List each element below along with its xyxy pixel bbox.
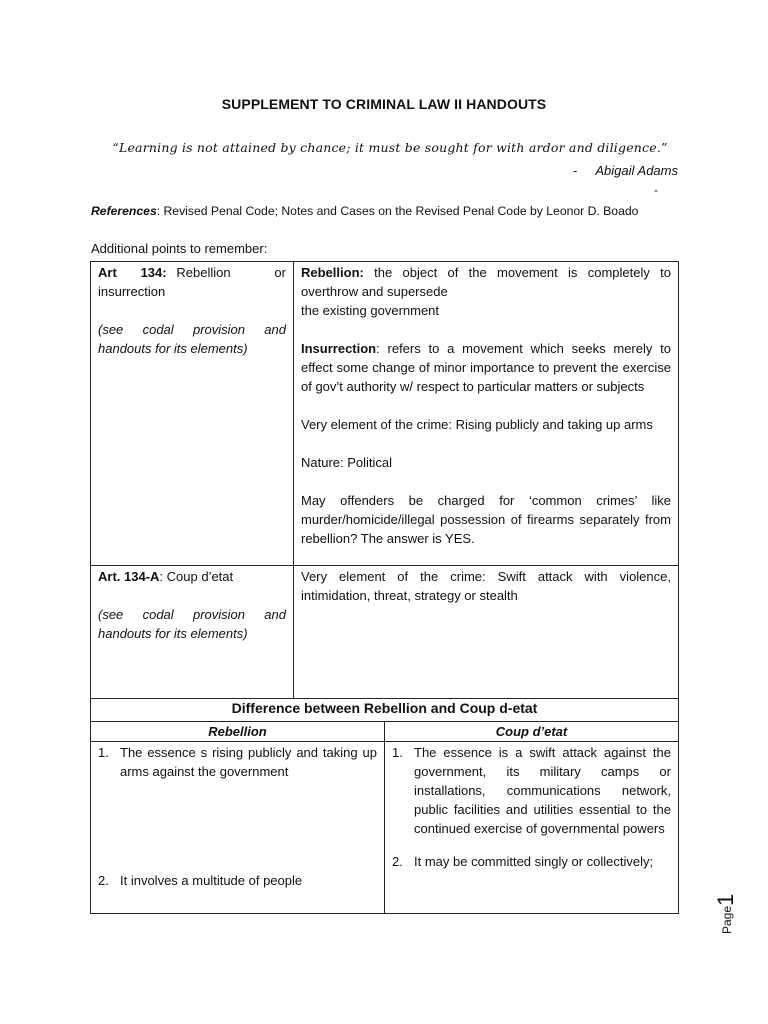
- item-number: 1.: [392, 745, 403, 760]
- quote-text: “Learning is not attained by chance; it must be sought for with ardor and diligence.”: [112, 140, 668, 155]
- additional-points-heading: Additional points to remember:: [91, 241, 268, 256]
- item-text: It involves a multitude of people: [120, 873, 303, 888]
- quote-author: Abigail Adams: [595, 163, 678, 178]
- article-134-label: Art 134:: [98, 265, 167, 280]
- document-title: SUPPLEMENT TO CRIMINAL LAW II HANDOUTS: [221, 96, 547, 112]
- rebellion-def-1: the object of the movement is completely to overthrow and supersede: [301, 265, 671, 299]
- article-134-name: Rebellion or insurrection: [98, 265, 286, 299]
- difference-item-coup-2: [392, 852, 671, 871]
- references-text: : Revised Penal Code; Notes and Cases on the Revised Penal Code by Leonor D. Boado: [156, 204, 639, 218]
- references-label: References: [91, 204, 157, 218]
- rebellion-label: Rebellion:: [301, 265, 364, 280]
- item-text: The essence is a swift attack against the government, its military camps or installations, communications network, public facilities and utilities essential to the continued exercise of governmental powers: [414, 745, 671, 836]
- common-crimes-question: May offenders be charged for ‘common crimes’ like murder/homicide/illegal possession of firearms separately from rebellion? The answer is YES.: [301, 493, 671, 546]
- articles-table: [90, 261, 679, 699]
- difference-title: Difference between Rebellion and Coup d-etat: [91, 699, 679, 722]
- column-header-coup: Coup d’etat: [385, 722, 679, 742]
- references-line: [91, 204, 638, 218]
- article-134-details: [294, 262, 679, 566]
- difference-item-coup-1: [392, 743, 671, 838]
- item-text: The essence s rising publicly and taking up arms against the government: [120, 745, 377, 779]
- difference-item-rebellion-1: [98, 743, 377, 781]
- difference-section: [90, 698, 679, 914]
- page-number: 1: [713, 893, 738, 906]
- article-134a-heading: [98, 567, 286, 586]
- rebellion-cell: [91, 742, 385, 914]
- article-134a-name: : Coup d’etat: [159, 569, 234, 584]
- insurrection-label: Insurrection: [301, 341, 377, 356]
- rebellion-nature: Nature: Political: [301, 455, 393, 470]
- column-header-rebellion: Rebellion: [91, 722, 385, 742]
- coup-element: Very element of the crime: Swift attack with violence, intimidation, threat, strategy or stealth: [301, 569, 671, 603]
- coup-cell: [385, 742, 679, 914]
- article-row-134: [91, 262, 679, 566]
- article-134-cell: [91, 262, 294, 566]
- article-134-heading: [98, 263, 286, 301]
- item-number: 1.: [98, 745, 109, 760]
- item-text: It may be committed singly or collectively;: [414, 854, 654, 869]
- rebellion-element: Very element of the crime: Rising publicly and taking up arms: [301, 417, 653, 432]
- stray-dash: -: [654, 183, 658, 197]
- page-number-label: [713, 894, 739, 934]
- insurrection-definition: [301, 339, 671, 396]
- insurrection-def: : refers to a movement which seeks merely to effect some change of minor importance to prevent the exercise of gov’t authority w/ respect to particular matters or subjects: [301, 341, 671, 394]
- item-number: 2.: [392, 854, 403, 869]
- rebellion-definition: [301, 263, 671, 301]
- rebellion-def-2: the existing government: [301, 303, 440, 318]
- quote-dash: -: [573, 163, 578, 178]
- quote-attribution: [573, 163, 678, 178]
- page-word: Page: [720, 905, 734, 934]
- difference-item-rebellion-2: [98, 871, 377, 890]
- difference-row: [91, 742, 679, 914]
- article-134a-note: (see codal provision and handouts for its elements): [98, 607, 286, 641]
- article-134-note: (see codal provision and handouts for its elements): [98, 322, 286, 356]
- article-134a-cell: [91, 566, 294, 699]
- article-row-134a: [91, 566, 679, 699]
- item-number: 2.: [98, 873, 109, 888]
- difference-table: [90, 698, 679, 914]
- article-134a-label: Art. 134-A: [98, 569, 160, 584]
- article-134a-details: [294, 566, 679, 699]
